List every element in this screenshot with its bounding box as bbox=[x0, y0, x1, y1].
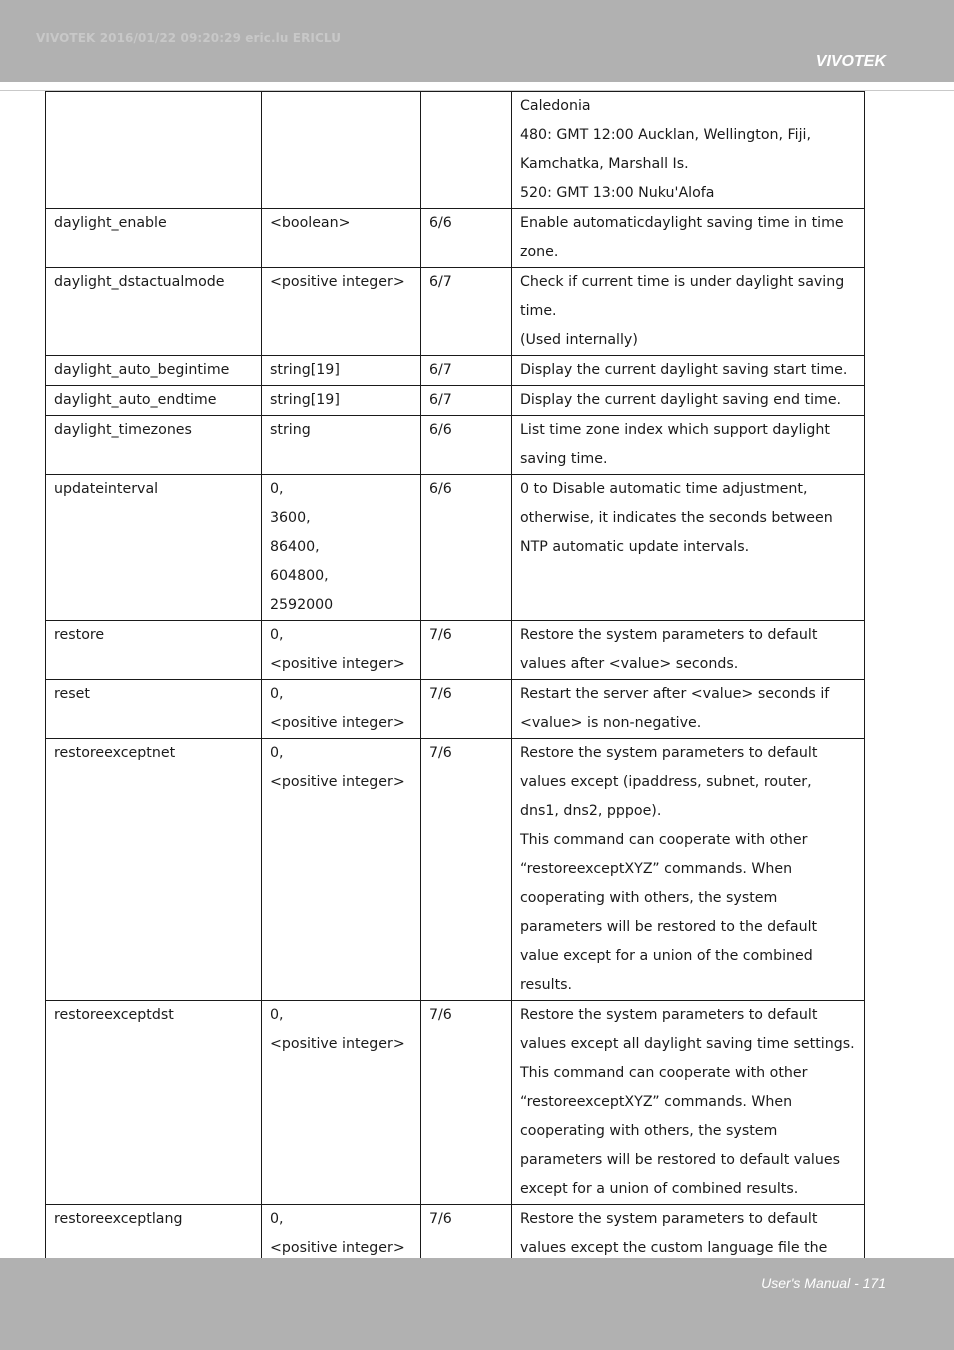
parameter-value-cell bbox=[262, 92, 421, 209]
parameter-value-cell: 0, <positive integer> bbox=[262, 680, 421, 739]
table-row bbox=[46, 621, 865, 680]
description-cell: 0 to Disable automatic time adjustment, otherwise, it indicates the seconds between NTP automatic update intervals. bbox=[512, 475, 865, 621]
security-level-cell: 6/7 bbox=[421, 386, 512, 416]
parameter-name-cell: updateinterval bbox=[46, 475, 262, 621]
description-cell: Restore the system parameters to default values except (ipaddress, subnet, router, dns1, dns2, pppoe). This command can cooperate with other “restoreexceptXYZ” commands. When cooperating with others, the system parameters will be restored to the default value except for a union of the combined results. bbox=[512, 739, 865, 1001]
table-row bbox=[46, 680, 865, 739]
table-row bbox=[46, 739, 865, 1001]
parameter-name-cell: daylight_auto_begintime bbox=[46, 356, 262, 386]
security-level-cell: 7/6 bbox=[421, 1205, 512, 1264]
description-cell: List time zone index which support daylight saving time. bbox=[512, 416, 865, 475]
page-header bbox=[0, 0, 954, 82]
security-level-cell: 7/6 bbox=[421, 680, 512, 739]
security-level-cell: 6/6 bbox=[421, 416, 512, 475]
table-row bbox=[46, 92, 865, 209]
watermark-text: VIVOTEK 2016/01/22 09:20:29 eric.lu ERICLU bbox=[36, 31, 342, 45]
parameter-name-cell: restoreexceptnet bbox=[46, 739, 262, 1001]
description-cell: Display the current daylight saving start time. bbox=[512, 356, 865, 386]
security-level-cell: 7/6 bbox=[421, 739, 512, 1001]
table-row bbox=[46, 1205, 865, 1264]
parameter-value-cell: <boolean> bbox=[262, 209, 421, 268]
security-level-cell: 7/6 bbox=[421, 621, 512, 680]
security-level-cell: 6/7 bbox=[421, 268, 512, 356]
parameter-value-cell: string bbox=[262, 416, 421, 475]
description-cell: Restore the system parameters to default values except all daylight saving time settings. This command can cooperate with other “restoreexceptXYZ” commands. When cooperating with others, the system parameters will be restored to default values except for a union of combined results. bbox=[512, 1001, 865, 1205]
description-cell: Display the current daylight saving end time. bbox=[512, 386, 865, 416]
page-number: User's Manual - 171 bbox=[761, 1275, 886, 1291]
table-row bbox=[46, 386, 865, 416]
parameter-value-cell: 0, <positive integer> bbox=[262, 621, 421, 680]
table-row bbox=[46, 268, 865, 356]
parameter-value-cell: 0, <positive integer> bbox=[262, 1205, 421, 1264]
parameter-table-body bbox=[46, 92, 865, 1264]
parameter-name-cell: restore bbox=[46, 621, 262, 680]
parameter-table bbox=[45, 91, 865, 1264]
parameter-name-cell: daylight_auto_endtime bbox=[46, 386, 262, 416]
parameter-name-cell bbox=[46, 92, 262, 209]
table-row bbox=[46, 416, 865, 475]
security-level-cell: 7/6 bbox=[421, 1001, 512, 1205]
description-cell: Restart the server after <value> seconds if <value> is non-negative. bbox=[512, 680, 865, 739]
parameter-value-cell: string[19] bbox=[262, 386, 421, 416]
table-row bbox=[46, 209, 865, 268]
security-level-cell: 6/7 bbox=[421, 356, 512, 386]
parameter-name-cell: daylight_timezones bbox=[46, 416, 262, 475]
parameter-name-cell: daylight_dstactualmode bbox=[46, 268, 262, 356]
description-cell: Restore the system parameters to default values except the custom language file the bbox=[512, 1205, 865, 1264]
parameter-value-cell: string[19] bbox=[262, 356, 421, 386]
security-level-cell: 6/6 bbox=[421, 475, 512, 621]
parameter-value-cell: 0, 3600, 86400, 604800, 2592000 bbox=[262, 475, 421, 621]
security-level-cell: 6/6 bbox=[421, 209, 512, 268]
description-cell: Check if current time is under daylight saving time. (Used internally) bbox=[512, 268, 865, 356]
brand-logo-text: VIVOTEK bbox=[815, 53, 886, 70]
parameter-value-cell: <positive integer> bbox=[262, 268, 421, 356]
table-row bbox=[46, 356, 865, 386]
table-row bbox=[46, 475, 865, 621]
parameter-name-cell: restoreexceptdst bbox=[46, 1001, 262, 1205]
page-footer bbox=[0, 1258, 954, 1350]
parameter-value-cell: 0, <positive integer> bbox=[262, 739, 421, 1001]
description-cell: Enable automaticdaylight saving time in time zone. bbox=[512, 209, 865, 268]
security-level-cell bbox=[421, 92, 512, 209]
table-row bbox=[46, 1001, 865, 1205]
parameter-name-cell: restoreexceptlang bbox=[46, 1205, 262, 1264]
parameter-name-cell: reset bbox=[46, 680, 262, 739]
description-cell: Caledonia 480: GMT 12:00 Aucklan, Wellington, Fiji, Kamchatka, Marshall Is. 520: GMT 13:00 Nuku'Alofa bbox=[512, 92, 865, 209]
description-cell: Restore the system parameters to default values after <value> seconds. bbox=[512, 621, 865, 680]
parameter-value-cell: 0, <positive integer> bbox=[262, 1001, 421, 1205]
parameter-name-cell: daylight_enable bbox=[46, 209, 262, 268]
